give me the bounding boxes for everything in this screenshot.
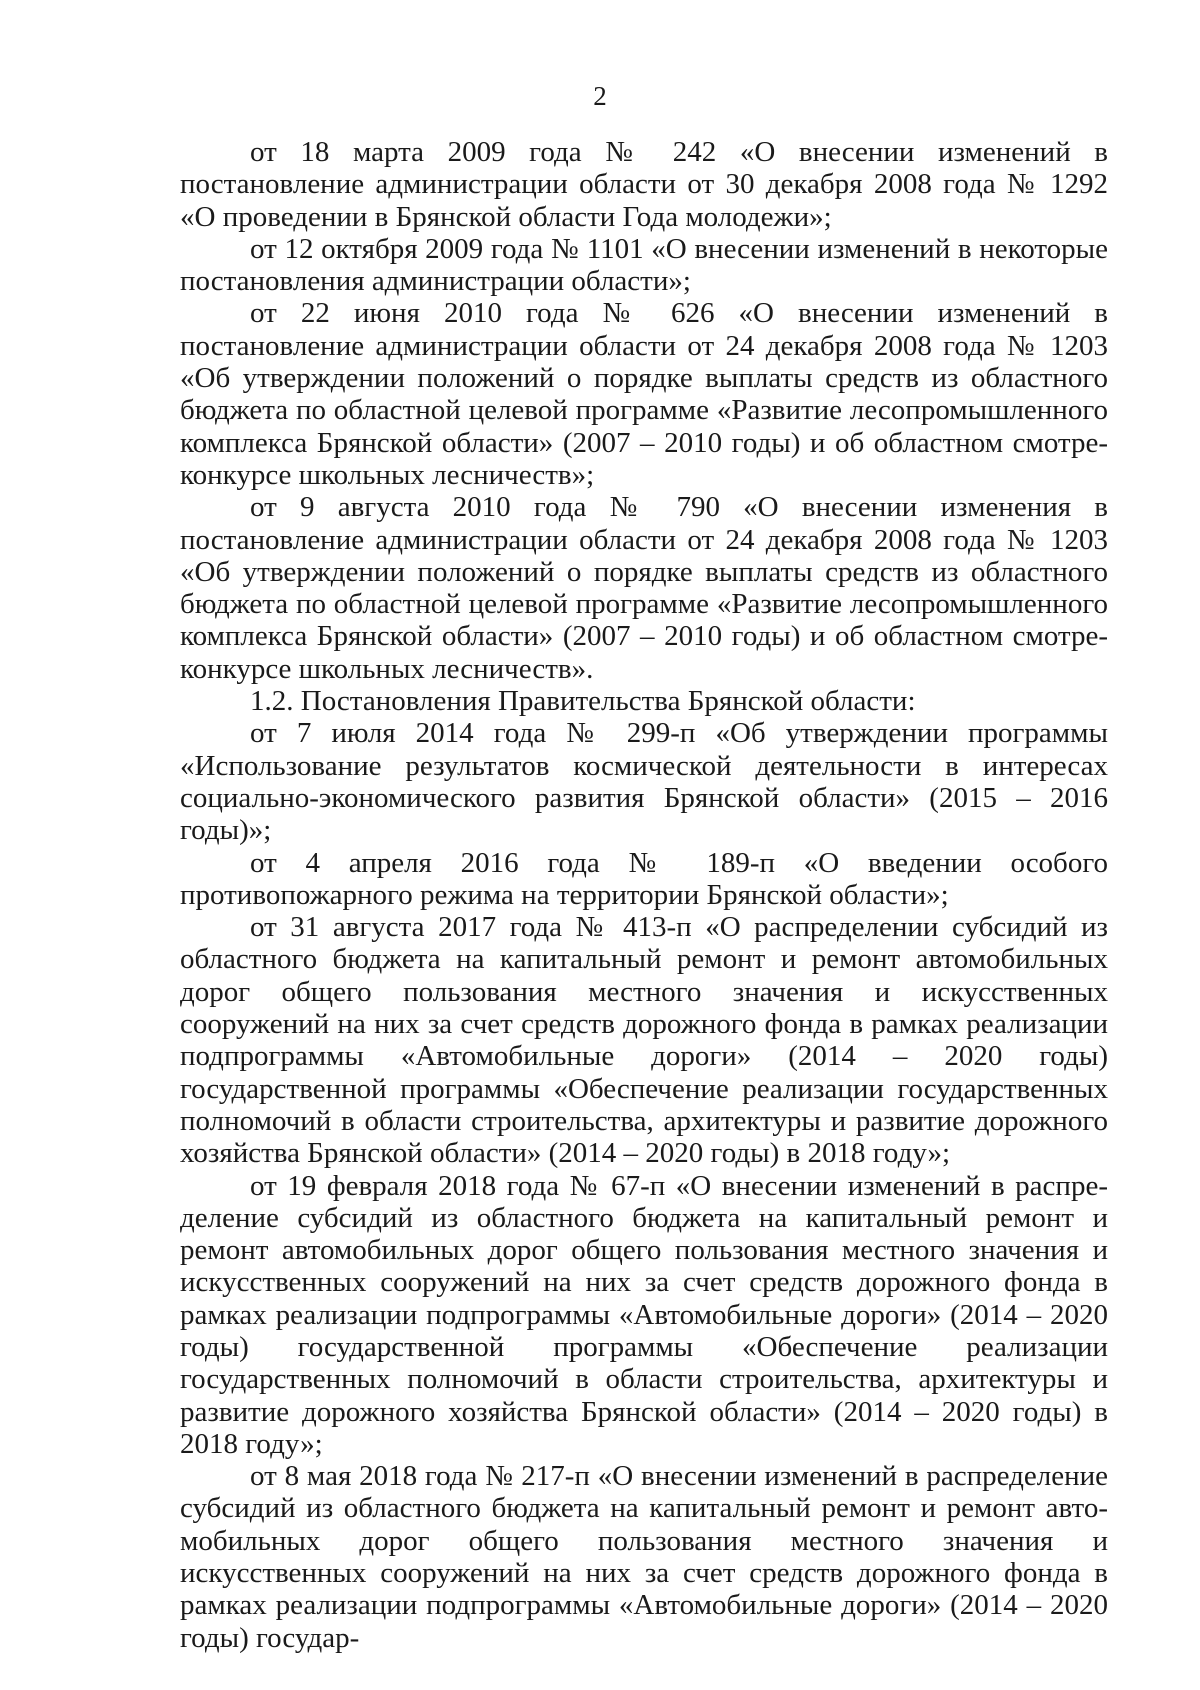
section-heading-1-2: 1.2. Постановления Правительства Брянской области: xyxy=(250,685,916,718)
document-body xyxy=(180,136,1108,1654)
paragraph-resolution-67p: от 19 февраля 2018 года № 67-п «О внесении изменений в распределение субсидий из областного бюджета на капитальный ремонт и ремонт автомобильных дорог общего пользования местного значения и искусственных сооружений на них за счет средств дорожного фонда в рамках реализации подпрограммы «Автомобильные дороги» (2014 – 2020 годы) государственной программы «Обеспечение реализации государственных полномочий в области строительства, архитектуры и развитие дорожного хозяйства Брянской области» (2014 – 2020 годы) в 2018 году»; xyxy=(180,1169,1108,1460)
page-number: 2 xyxy=(593,81,607,111)
paragraph-resolution-1101: от 12 октября 2009 года № 1101 «О внесении изменений в некоторые постановления администрации области»; xyxy=(180,232,1108,298)
paragraph-resolution-189p: от 4 апреля 2016 года № 189-п «О введении особого противопожарного режима на территории Брянской области»; xyxy=(180,846,1108,911)
paragraph-resolution-790: от 9 августа 2010 года № 790 «О внесении изменения в постановление администрации области от 24 декабря 2008 года № 1203 «Об утверждении положений о порядке выплаты средств из областного бюджета по областной целевой программе «Развитие лесопромышленного комплекса Брянской области» (2007 – 2010 годы) и об областном смотре-конкурсе школьных лесничеств». xyxy=(180,491,1108,685)
paragraph-resolution-217p: от 8 мая 2018 года № 217-п «О внесении изменений в распределение субсидий из областного бюджета на капитальный ремонт и ремонт автомобильных дорог общего пользования местного значения и искусственных сооружений на них за счет средств дорожного фонда в рамках реализации подпрограммы «Автомобильные дороги» (2014 – 2020 годы) государ- xyxy=(180,1460,1108,1654)
paragraph-resolution-242: от 18 марта 2009 года № 242 «О внесении изменений в постановление администрации области от 30 декабря 2008 года № 1292 «О проведении в Брянской области Года молодежи»; xyxy=(180,136,1108,233)
paragraph-resolution-299p: от 7 июля 2014 года № 299-п «Об утверждении программы «Использование результатов космической деятельности в интересах социально-экономического развития Брянской области» (2015 – 2016 годы)»; xyxy=(180,717,1108,847)
paragraph-resolution-413p: от 31 августа 2017 года № 413-п «О распределении субсидий из областного бюджета на капитальный ремонт и ремонт автомобильных дорог общего пользования местного значения и искусственных сооружений на них за счет средств дорожного фонда в рамках реализации подпрограммы «Автомобильные дороги» (2014 – 2020 годы) государственной программы «Обеспечение реализации государственных полномочий в области строительства, архитектуры и развитие дорожного хозяйства Брянской области» (2014 – 2020 годы) в 2018 году»; xyxy=(180,911,1108,1170)
paragraph-resolution-626: от 22 июня 2010 года № 626 «О внесении изменений в постановление администрации области от 24 декабря 2008 года № 1203 «Об утверждении положений о порядке выплаты средств из областного бюджета по областной целевой программе «Развитие лесопромышленного комплекса Брянской области» (2007 – 2010 годы) и об областном смотре-конкурсе школьных лесничеств»; xyxy=(180,297,1108,491)
